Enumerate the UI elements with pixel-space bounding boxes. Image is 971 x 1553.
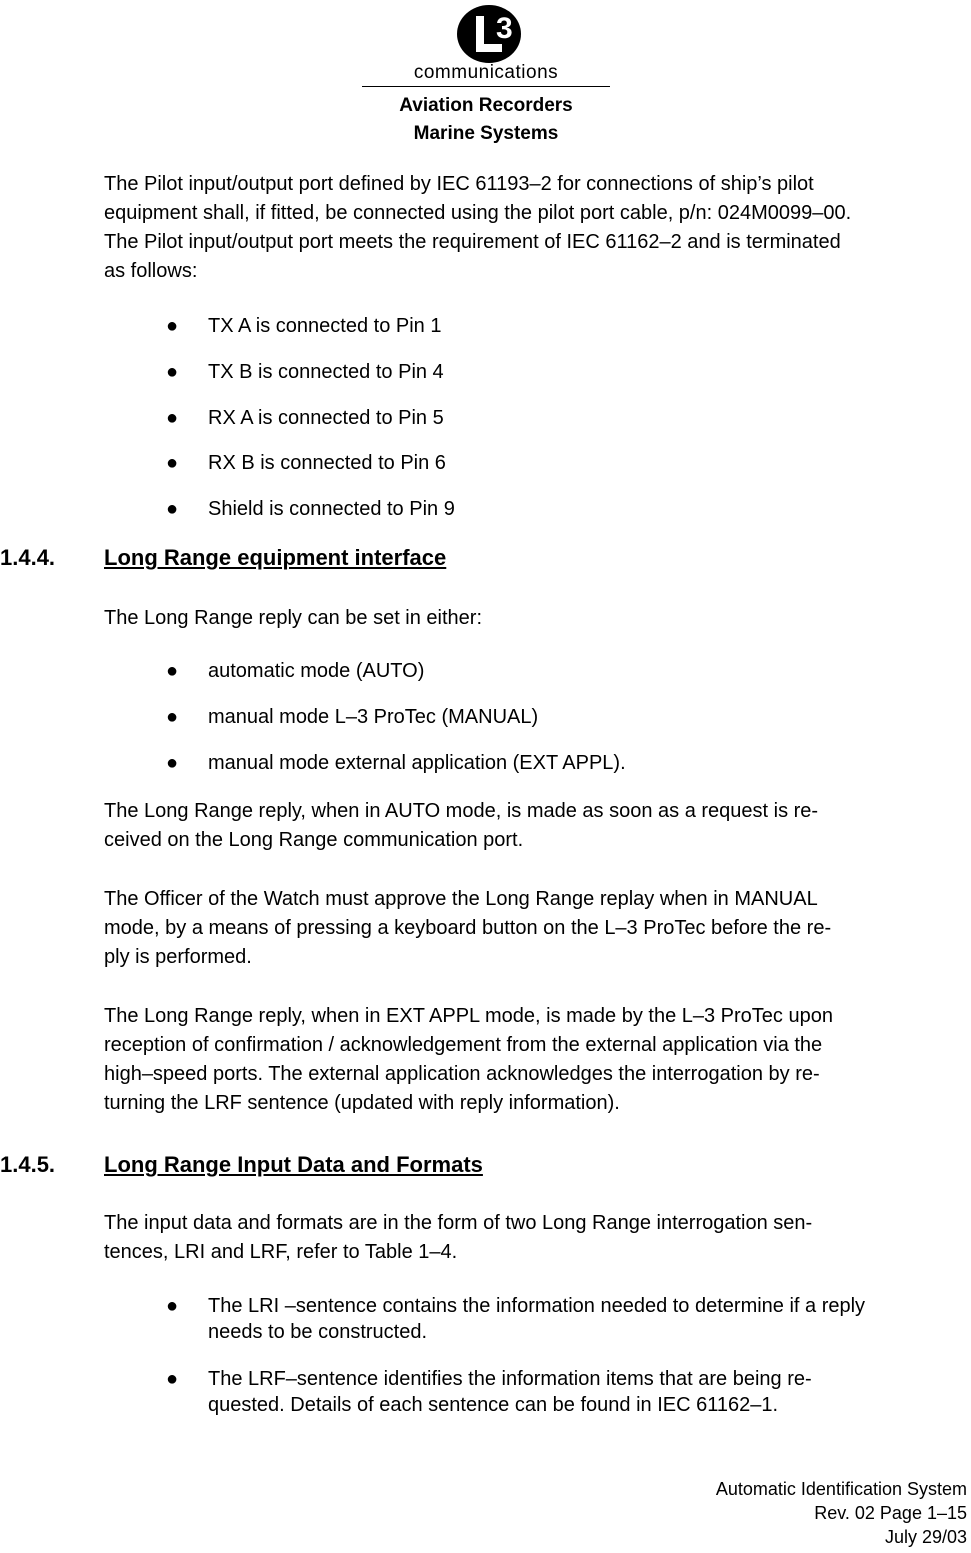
item-line: The LRF–sentence identifies the information items that are being re- bbox=[208, 1368, 812, 1390]
item-line: needs to be constructed. bbox=[208, 1321, 428, 1343]
logo-wordmark: communications bbox=[413, 62, 559, 83]
intro-paragraph bbox=[104, 170, 964, 286]
bullet-icon: ● bbox=[166, 752, 179, 774]
sentence-item bbox=[208, 1366, 968, 1418]
footer-date: July 29/03 bbox=[884, 1527, 967, 1547]
ext-appl-mode-paragraph bbox=[104, 1002, 964, 1118]
paragraph-line: turning the LRF sentence (updated with reply information). bbox=[104, 1092, 620, 1114]
pin-item: RX A is connected to Pin 5 bbox=[208, 407, 444, 429]
footer bbox=[716, 1477, 967, 1549]
paragraph-line: mode, by a means of pressing a keyboard button on the L–3 ProTec before the re- bbox=[104, 917, 832, 939]
manual-mode-paragraph bbox=[104, 885, 964, 972]
footer-revision-page: Rev. 02 Page 1–15 bbox=[814, 1503, 967, 1523]
intro-line: The Pilot input/output port meets the requirement of IEC 61162–2 and is terminated bbox=[104, 231, 841, 253]
pin-item: Shield is connected to Pin 9 bbox=[208, 498, 455, 520]
paragraph-line: reception of confirmation / acknowledgement from the external application via the bbox=[104, 1034, 823, 1056]
section-title: Long Range Input Data and Formats bbox=[104, 1152, 483, 1177]
footer-document-title: Automatic Identification System bbox=[715, 1479, 967, 1499]
auto-mode-paragraph bbox=[104, 797, 964, 855]
item-line: The LRI –sentence contains the information needed to determine if a reply bbox=[208, 1295, 866, 1317]
header-rule bbox=[362, 86, 610, 87]
bullet-icon: ● bbox=[166, 1295, 179, 1317]
intro-line: equipment shall, if fitted, be connected using the pilot port cable, p/n: 024M0099–00. bbox=[104, 202, 852, 224]
section-title: Long Range equipment interface bbox=[104, 545, 447, 570]
paragraph-line: The Officer of the Watch must approve the Long Range replay when in MANUAL bbox=[104, 888, 818, 910]
pin-item: TX A is connected to Pin 1 bbox=[208, 315, 442, 337]
section-number: 1.4.4. bbox=[0, 545, 56, 570]
bullet-icon: ● bbox=[166, 1368, 179, 1390]
item-line: quested. Details of each sentence can be found in IEC 61162–1. bbox=[208, 1394, 779, 1416]
pin-item: RX B is connected to Pin 6 bbox=[208, 452, 446, 474]
bullet-icon: ● bbox=[166, 498, 179, 520]
intro-line: The Pilot input/output port defined by IEC 61193–2 for connections of ship’s pilot bbox=[104, 173, 814, 195]
bullet-icon: ● bbox=[166, 706, 179, 728]
paragraph-line: The Long Range reply, when in EXT APPL mode, is made by the L–3 ProTec upon bbox=[104, 1005, 833, 1027]
section-number: 1.4.5. bbox=[0, 1152, 56, 1177]
sentence-item bbox=[208, 1293, 968, 1345]
section-intro bbox=[104, 1209, 964, 1267]
bullet-icon: ● bbox=[166, 315, 179, 337]
intro-line: as follows: bbox=[104, 260, 198, 282]
paragraph-line: The Long Range reply, when in AUTO mode, is made as soon as a request is re- bbox=[104, 800, 819, 822]
header-aviation-recorders: Aviation Recorders bbox=[399, 95, 573, 116]
logo-mark-number: 3 bbox=[496, 12, 513, 45]
mode-item: manual mode L–3 ProTec (MANUAL) bbox=[208, 706, 539, 728]
section-intro: The Long Range reply can be set in either: bbox=[104, 607, 483, 629]
paragraph-line: ply is performed. bbox=[104, 946, 252, 968]
paragraph-line: high–speed ports. The external application acknowledges the interrogation by re- bbox=[104, 1063, 820, 1085]
paragraph-line: tences, LRI and LRF, refer to Table 1–4. bbox=[104, 1241, 458, 1263]
bullet-icon: ● bbox=[166, 361, 179, 383]
pin-item: TX B is connected to Pin 4 bbox=[208, 361, 444, 383]
l3-logo-icon bbox=[456, 4, 522, 64]
mode-item: automatic mode (AUTO) bbox=[208, 660, 425, 682]
bullet-icon: ● bbox=[166, 407, 179, 429]
mode-item: manual mode external application (EXT APPL). bbox=[208, 752, 626, 774]
header-marine-systems: Marine Systems bbox=[413, 123, 559, 144]
bullet-icon: ● bbox=[166, 660, 179, 682]
paragraph-line: ceived on the Long Range communication port. bbox=[104, 829, 524, 851]
paragraph-line: The input data and formats are in the form of two Long Range interrogation sen- bbox=[104, 1212, 813, 1234]
bullet-icon: ● bbox=[166, 452, 179, 474]
